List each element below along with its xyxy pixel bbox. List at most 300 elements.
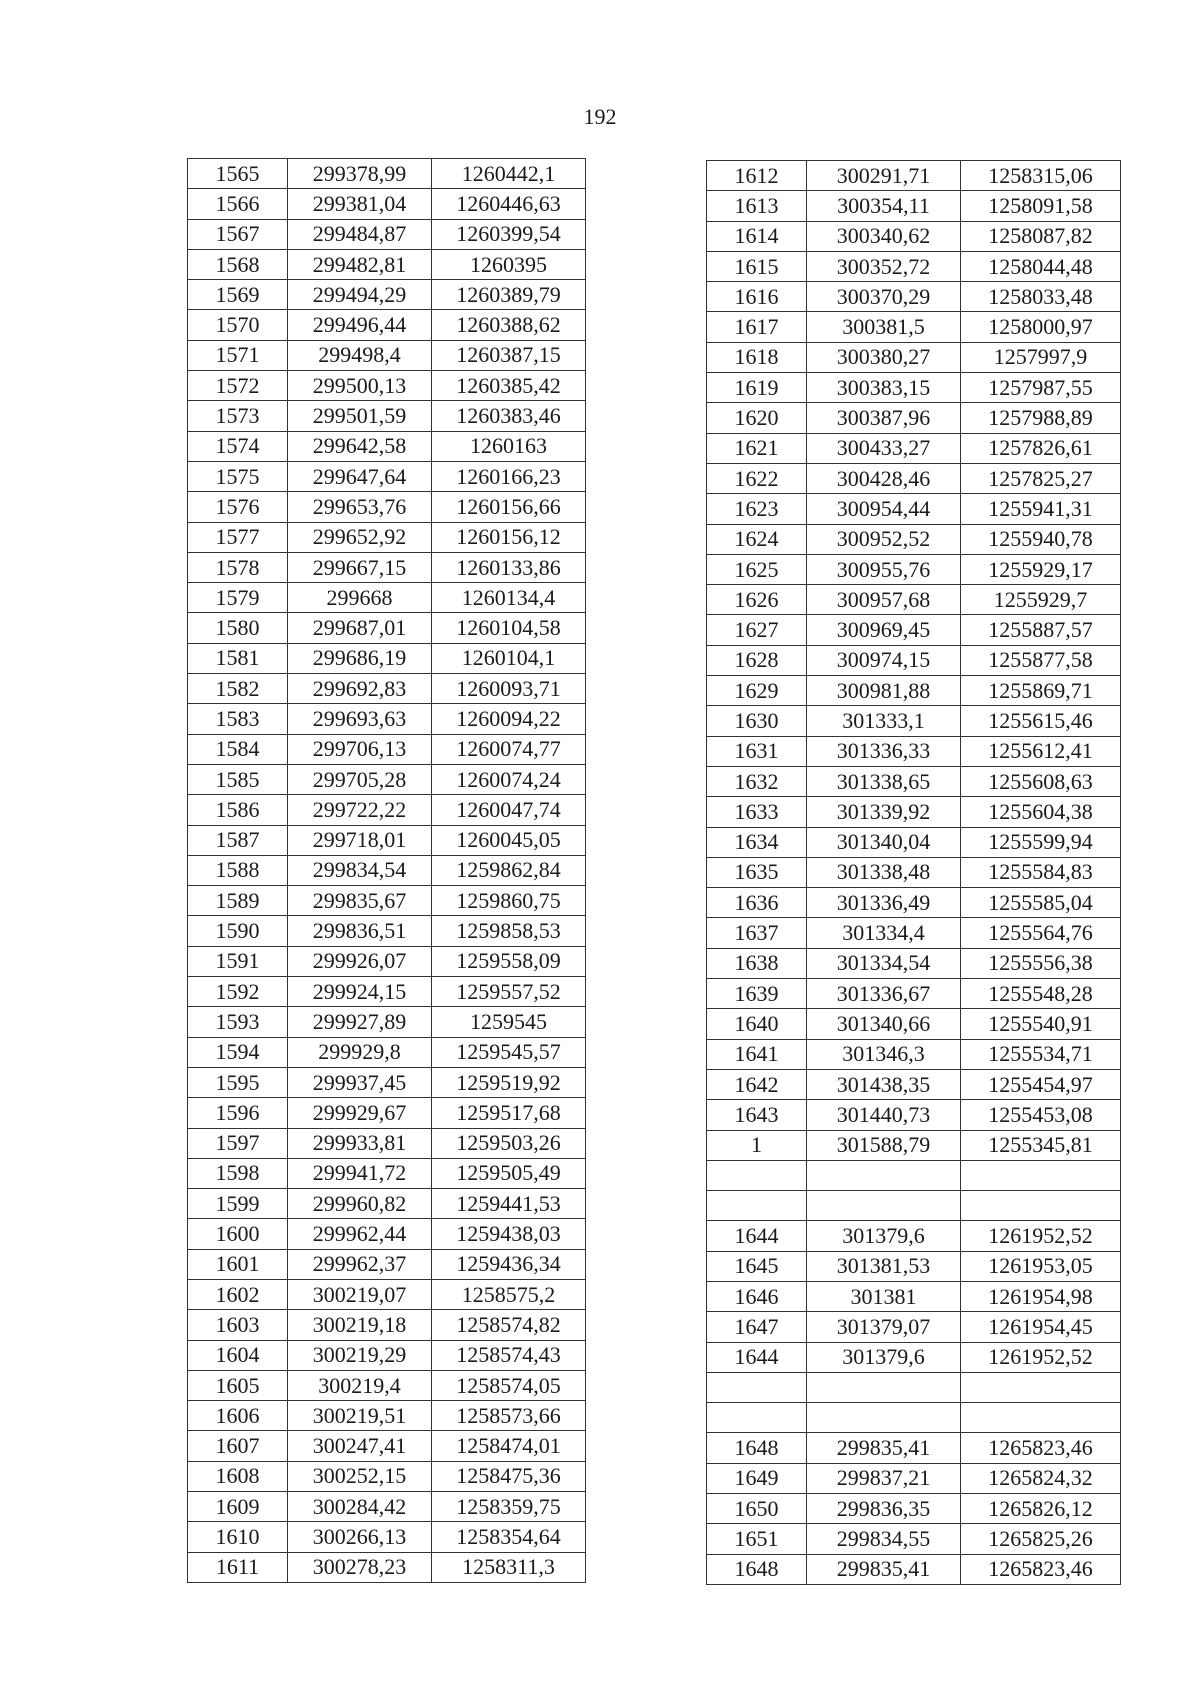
table-row	[707, 433, 1121, 463]
table-row	[707, 1039, 1121, 1069]
point-number-cell: 1587	[188, 825, 288, 855]
y-coordinate-cell: 1258474,01	[432, 1431, 586, 1461]
y-coordinate-cell: 1260395	[432, 249, 586, 279]
table-row	[707, 797, 1121, 827]
point-number-cell: 1593	[188, 1007, 288, 1037]
x-coordinate-cell: 301336,49	[807, 888, 961, 918]
y-coordinate-cell: 1255612,41	[961, 736, 1121, 766]
y-coordinate-cell: 1259519,92	[432, 1067, 586, 1097]
y-coordinate-cell: 1258044,48	[961, 251, 1121, 281]
table-row	[707, 1494, 1121, 1524]
x-coordinate-cell: 299836,35	[807, 1494, 961, 1524]
x-coordinate-cell: 300380,27	[807, 342, 961, 372]
point-number-cell: 1608	[188, 1461, 288, 1491]
y-coordinate-cell: 1260104,58	[432, 613, 586, 643]
y-coordinate-cell: 1260156,66	[432, 492, 586, 522]
right-coordinates-table	[706, 160, 1121, 1585]
y-coordinate-cell: 1257825,27	[961, 463, 1121, 493]
x-coordinate-cell: 301346,3	[807, 1039, 961, 1069]
x-coordinate-cell: 299834,54	[288, 855, 432, 885]
y-coordinate-cell: 1260389,79	[432, 280, 586, 310]
y-coordinate-cell: 1261952,52	[961, 1342, 1121, 1372]
table-row	[707, 766, 1121, 796]
y-coordinate-cell: 1258091,58	[961, 191, 1121, 221]
point-number-cell: 1635	[707, 857, 807, 887]
y-coordinate-cell: 1261954,98	[961, 1281, 1121, 1311]
point-number-cell: 1576	[188, 492, 288, 522]
point-number-cell: 1591	[188, 946, 288, 976]
table-row	[188, 1492, 586, 1522]
y-coordinate-cell: 1255941,31	[961, 494, 1121, 524]
point-number-cell: 1625	[707, 554, 807, 584]
point-number-cell: 1574	[188, 431, 288, 461]
table-row	[707, 1403, 1121, 1433]
y-coordinate-cell: 1260383,46	[432, 401, 586, 431]
x-coordinate-cell: 300954,44	[807, 494, 961, 524]
y-coordinate-cell: 1265823,46	[961, 1554, 1121, 1584]
point-number-cell	[707, 1191, 807, 1221]
table-row	[188, 1340, 586, 1370]
y-coordinate-cell: 1260074,24	[432, 764, 586, 794]
table-row	[707, 1281, 1121, 1311]
point-number-cell: 1637	[707, 918, 807, 948]
point-number-cell: 1606	[188, 1401, 288, 1431]
table-row	[188, 1431, 586, 1461]
point-number-cell: 1634	[707, 827, 807, 857]
y-coordinate-cell: 1261953,05	[961, 1251, 1121, 1281]
point-number-cell: 1644	[707, 1221, 807, 1251]
y-coordinate-cell: 1260104,1	[432, 643, 586, 673]
y-coordinate-cell: 1260388,62	[432, 310, 586, 340]
table-row	[188, 855, 586, 885]
table-row	[188, 189, 586, 219]
point-number-cell: 1611	[188, 1552, 288, 1582]
point-number-cell: 1649	[707, 1463, 807, 1493]
y-coordinate-cell: 1258087,82	[961, 221, 1121, 251]
x-coordinate-cell: 301340,04	[807, 827, 961, 857]
y-coordinate-cell: 1258575,2	[432, 1279, 586, 1309]
x-coordinate-cell: 299692,83	[288, 674, 432, 704]
x-coordinate-cell: 301338,48	[807, 857, 961, 887]
page-number: 192	[583, 104, 617, 129]
table-row	[707, 312, 1121, 342]
table-row	[188, 1310, 586, 1340]
x-coordinate-cell: 299501,59	[288, 401, 432, 431]
y-coordinate-cell: 1260045,05	[432, 825, 586, 855]
x-coordinate-cell: 300266,13	[288, 1522, 432, 1552]
table-row	[707, 524, 1121, 554]
y-coordinate-cell: 1260047,74	[432, 795, 586, 825]
x-coordinate-cell: 299929,8	[288, 1037, 432, 1067]
y-coordinate-cell: 1260385,42	[432, 371, 586, 401]
x-coordinate-cell: 300955,76	[807, 554, 961, 584]
table-row	[188, 401, 586, 431]
point-number-cell: 1569	[188, 280, 288, 310]
point-number-cell: 1582	[188, 674, 288, 704]
table-row	[188, 1128, 586, 1158]
x-coordinate-cell: 300352,72	[807, 251, 961, 281]
x-coordinate-cell: 299705,28	[288, 764, 432, 794]
y-coordinate-cell: 1259860,75	[432, 886, 586, 916]
x-coordinate-cell: 299834,55	[807, 1524, 961, 1554]
point-number-cell: 1614	[707, 221, 807, 251]
point-number-cell: 1651	[707, 1524, 807, 1554]
y-coordinate-cell: 1260399,54	[432, 219, 586, 249]
y-coordinate-cell: 1258573,66	[432, 1401, 586, 1431]
point-number-cell: 1648	[707, 1433, 807, 1463]
table-row	[707, 463, 1121, 493]
x-coordinate-cell	[807, 1160, 961, 1190]
point-number-cell: 1631	[707, 736, 807, 766]
point-number-cell: 1616	[707, 282, 807, 312]
y-coordinate-cell	[961, 1372, 1121, 1402]
x-coordinate-cell: 299500,13	[288, 371, 432, 401]
y-coordinate-cell	[961, 1191, 1121, 1221]
point-number-cell: 1567	[188, 219, 288, 249]
point-number-cell: 1589	[188, 886, 288, 916]
x-coordinate-cell: 300383,15	[807, 373, 961, 403]
x-coordinate-cell: 300219,4	[288, 1370, 432, 1400]
table-row	[188, 825, 586, 855]
point-number-cell: 1599	[188, 1189, 288, 1219]
x-coordinate-cell: 301379,07	[807, 1312, 961, 1342]
point-number-cell: 1609	[188, 1492, 288, 1522]
point-number-cell: 1602	[188, 1279, 288, 1309]
table-row	[188, 886, 586, 916]
point-number-cell: 1577	[188, 522, 288, 552]
y-coordinate-cell: 1265823,46	[961, 1433, 1121, 1463]
x-coordinate-cell: 299496,44	[288, 310, 432, 340]
table-row	[707, 282, 1121, 312]
x-coordinate-cell: 299381,04	[288, 189, 432, 219]
x-coordinate-cell: 301336,33	[807, 736, 961, 766]
x-coordinate-cell: 301379,6	[807, 1342, 961, 1372]
y-coordinate-cell: 1255534,71	[961, 1039, 1121, 1069]
table-row	[188, 1067, 586, 1097]
x-coordinate-cell: 299837,21	[807, 1463, 961, 1493]
table-row	[188, 552, 586, 582]
y-coordinate-cell: 1255604,38	[961, 797, 1121, 827]
table-row	[707, 948, 1121, 978]
y-coordinate-cell: 1255615,46	[961, 706, 1121, 736]
x-coordinate-cell: 300219,18	[288, 1310, 432, 1340]
x-coordinate-cell: 299498,4	[288, 340, 432, 370]
table-row	[707, 251, 1121, 281]
table-row	[707, 585, 1121, 615]
y-coordinate-cell: 1255564,76	[961, 918, 1121, 948]
y-coordinate-cell: 1259545,57	[432, 1037, 586, 1067]
y-coordinate-cell: 1260446,63	[432, 189, 586, 219]
y-coordinate-cell: 1259505,49	[432, 1158, 586, 1188]
point-number-cell: 1580	[188, 613, 288, 643]
table-row	[188, 916, 586, 946]
x-coordinate-cell: 300291,71	[807, 161, 961, 191]
y-coordinate-cell: 1255940,78	[961, 524, 1121, 554]
point-number-cell: 1618	[707, 342, 807, 372]
table-row	[707, 221, 1121, 251]
table-row	[707, 918, 1121, 948]
x-coordinate-cell: 300381,5	[807, 312, 961, 342]
table-row	[707, 1009, 1121, 1039]
table-row	[707, 1312, 1121, 1342]
y-coordinate-cell: 1258574,05	[432, 1370, 586, 1400]
x-coordinate-cell: 299941,72	[288, 1158, 432, 1188]
x-coordinate-cell: 301339,92	[807, 797, 961, 827]
y-coordinate-cell: 1255454,97	[961, 1069, 1121, 1099]
y-coordinate-cell	[961, 1403, 1121, 1433]
table-row	[707, 1100, 1121, 1130]
x-coordinate-cell: 301381,53	[807, 1251, 961, 1281]
y-coordinate-cell: 1255540,91	[961, 1009, 1121, 1039]
point-number-cell: 1595	[188, 1067, 288, 1097]
point-number-cell: 1597	[188, 1128, 288, 1158]
y-coordinate-cell: 1260093,71	[432, 674, 586, 704]
table-row	[188, 643, 586, 673]
y-coordinate-cell: 1255599,94	[961, 827, 1121, 857]
table-row	[188, 1461, 586, 1491]
point-number-cell: 1641	[707, 1039, 807, 1069]
x-coordinate-cell: 299642,58	[288, 431, 432, 461]
point-number-cell: 1594	[188, 1037, 288, 1067]
x-coordinate-cell: 301334,4	[807, 918, 961, 948]
table-row	[188, 764, 586, 794]
x-coordinate-cell: 301588,79	[807, 1130, 961, 1160]
point-number-cell: 1638	[707, 948, 807, 978]
table-row	[707, 736, 1121, 766]
table-row	[707, 676, 1121, 706]
y-coordinate-cell: 1260134,4	[432, 583, 586, 613]
point-number-cell: 1620	[707, 403, 807, 433]
y-coordinate-cell: 1257987,55	[961, 373, 1121, 403]
point-number-cell: 1	[707, 1130, 807, 1160]
y-coordinate-cell: 1258574,43	[432, 1340, 586, 1370]
x-coordinate-cell: 299962,44	[288, 1219, 432, 1249]
table-row	[188, 1158, 586, 1188]
table-row	[188, 1219, 586, 1249]
table-row	[188, 340, 586, 370]
x-coordinate-cell: 300284,42	[288, 1492, 432, 1522]
x-coordinate-cell: 299667,15	[288, 552, 432, 582]
x-coordinate-cell: 299686,19	[288, 643, 432, 673]
table-row	[707, 706, 1121, 736]
point-number-cell: 1588	[188, 855, 288, 885]
x-coordinate-cell: 299494,29	[288, 280, 432, 310]
y-coordinate-cell: 1265826,12	[961, 1494, 1121, 1524]
x-coordinate-cell: 299927,89	[288, 1007, 432, 1037]
y-coordinate-cell: 1260166,23	[432, 461, 586, 491]
point-number-cell	[707, 1372, 807, 1402]
x-coordinate-cell: 300219,29	[288, 1340, 432, 1370]
x-coordinate-cell: 301338,65	[807, 766, 961, 796]
y-coordinate-cell: 1259441,53	[432, 1189, 586, 1219]
y-coordinate-cell: 1259558,09	[432, 946, 586, 976]
x-coordinate-cell: 299647,64	[288, 461, 432, 491]
y-coordinate-cell: 1257988,89	[961, 403, 1121, 433]
table-row	[707, 1554, 1121, 1584]
point-number-cell: 1643	[707, 1100, 807, 1130]
point-number-cell: 1650	[707, 1494, 807, 1524]
x-coordinate-cell	[807, 1403, 961, 1433]
table-row	[188, 219, 586, 249]
table-row	[707, 1251, 1121, 1281]
point-number-cell: 1601	[188, 1249, 288, 1279]
y-coordinate-cell: 1257997,9	[961, 342, 1121, 372]
x-coordinate-cell: 299706,13	[288, 734, 432, 764]
y-coordinate-cell: 1265824,32	[961, 1463, 1121, 1493]
point-number-cell: 1613	[707, 191, 807, 221]
x-coordinate-cell: 300428,46	[807, 463, 961, 493]
x-coordinate-cell: 299962,37	[288, 1249, 432, 1279]
table-row	[188, 704, 586, 734]
table-row	[707, 342, 1121, 372]
x-coordinate-cell: 299835,41	[807, 1554, 961, 1584]
table-row	[707, 1221, 1121, 1251]
point-number-cell: 1617	[707, 312, 807, 342]
y-coordinate-cell: 1259438,03	[432, 1219, 586, 1249]
x-coordinate-cell: 301438,35	[807, 1069, 961, 1099]
y-coordinate-cell: 1260156,12	[432, 522, 586, 552]
point-number-cell: 1612	[707, 161, 807, 191]
point-number-cell: 1583	[188, 704, 288, 734]
table-row	[707, 888, 1121, 918]
y-coordinate-cell: 1255877,58	[961, 645, 1121, 675]
x-coordinate-cell: 299835,41	[807, 1433, 961, 1463]
table-row	[188, 1279, 586, 1309]
x-coordinate-cell: 299693,63	[288, 704, 432, 734]
table-row	[188, 371, 586, 401]
point-number-cell: 1566	[188, 189, 288, 219]
point-number-cell: 1648	[707, 1554, 807, 1584]
y-coordinate-cell: 1255548,28	[961, 979, 1121, 1009]
table-row	[188, 249, 586, 279]
table-row	[707, 1524, 1121, 1554]
x-coordinate-cell: 300969,45	[807, 615, 961, 645]
table-row	[707, 1191, 1121, 1221]
x-coordinate-cell: 301336,67	[807, 979, 961, 1009]
x-coordinate-cell: 299718,01	[288, 825, 432, 855]
x-coordinate-cell: 300354,11	[807, 191, 961, 221]
point-number-cell: 1642	[707, 1069, 807, 1099]
point-number-cell: 1645	[707, 1251, 807, 1281]
table-row	[188, 280, 586, 310]
x-coordinate-cell: 300370,29	[807, 282, 961, 312]
y-coordinate-cell: 1259557,52	[432, 977, 586, 1007]
x-coordinate-cell: 301340,66	[807, 1009, 961, 1039]
point-number-cell: 1578	[188, 552, 288, 582]
y-coordinate-cell: 1255608,63	[961, 766, 1121, 796]
table-row	[707, 645, 1121, 675]
y-coordinate-cell	[961, 1160, 1121, 1190]
table-row	[188, 795, 586, 825]
point-number-cell: 1571	[188, 340, 288, 370]
point-number-cell: 1624	[707, 524, 807, 554]
table-row	[188, 977, 586, 1007]
table-row	[188, 1552, 586, 1582]
table-row	[188, 1098, 586, 1128]
y-coordinate-cell: 1255345,81	[961, 1130, 1121, 1160]
left-coordinates-table	[187, 158, 586, 1583]
table-row	[707, 373, 1121, 403]
x-coordinate-cell: 301379,6	[807, 1221, 961, 1251]
x-coordinate-cell: 299836,51	[288, 916, 432, 946]
y-coordinate-cell: 1260133,86	[432, 552, 586, 582]
y-coordinate-cell: 1255929,7	[961, 585, 1121, 615]
x-coordinate-cell: 299668	[288, 583, 432, 613]
table-row	[188, 674, 586, 704]
x-coordinate-cell: 299722,22	[288, 795, 432, 825]
y-coordinate-cell: 1260074,77	[432, 734, 586, 764]
table-row	[188, 310, 586, 340]
table-row	[188, 1037, 586, 1067]
table-row	[188, 461, 586, 491]
point-number-cell: 1633	[707, 797, 807, 827]
point-number-cell: 1640	[707, 1009, 807, 1039]
x-coordinate-cell: 300247,41	[288, 1431, 432, 1461]
x-coordinate-cell: 299924,15	[288, 977, 432, 1007]
table-row	[707, 857, 1121, 887]
x-coordinate-cell: 301334,54	[807, 948, 961, 978]
x-coordinate-cell: 300952,52	[807, 524, 961, 554]
x-coordinate-cell: 300252,15	[288, 1461, 432, 1491]
x-coordinate-cell	[807, 1372, 961, 1402]
x-coordinate-cell: 299652,92	[288, 522, 432, 552]
point-number-cell: 1604	[188, 1340, 288, 1370]
y-coordinate-cell: 1257826,61	[961, 433, 1121, 463]
table-row	[188, 1189, 586, 1219]
table-row	[707, 161, 1121, 191]
x-coordinate-cell: 299933,81	[288, 1128, 432, 1158]
x-coordinate-cell: 300219,07	[288, 1279, 432, 1309]
point-number-cell: 1628	[707, 645, 807, 675]
point-number-cell: 1590	[188, 916, 288, 946]
table-row	[188, 1522, 586, 1552]
table-row	[707, 191, 1121, 221]
x-coordinate-cell: 300433,27	[807, 433, 961, 463]
point-number-cell	[707, 1403, 807, 1433]
y-coordinate-cell: 1255887,57	[961, 615, 1121, 645]
x-coordinate-cell: 299926,07	[288, 946, 432, 976]
table-row	[188, 1401, 586, 1431]
point-number-cell	[707, 1160, 807, 1190]
y-coordinate-cell: 1255453,08	[961, 1100, 1121, 1130]
table-row	[707, 1372, 1121, 1402]
point-number-cell: 1584	[188, 734, 288, 764]
table-row	[188, 946, 586, 976]
y-coordinate-cell: 1255869,71	[961, 676, 1121, 706]
y-coordinate-cell: 1261952,52	[961, 1221, 1121, 1251]
point-number-cell: 1646	[707, 1281, 807, 1311]
table-row	[188, 613, 586, 643]
point-number-cell: 1585	[188, 764, 288, 794]
x-coordinate-cell: 299378,99	[288, 159, 432, 189]
y-coordinate-cell: 1260094,22	[432, 704, 586, 734]
point-number-cell: 1573	[188, 401, 288, 431]
y-coordinate-cell: 1258354,64	[432, 1522, 586, 1552]
y-coordinate-cell: 1258475,36	[432, 1461, 586, 1491]
x-coordinate-cell: 299960,82	[288, 1189, 432, 1219]
point-number-cell: 1621	[707, 433, 807, 463]
point-number-cell: 1596	[188, 1098, 288, 1128]
x-coordinate-cell: 300219,51	[288, 1401, 432, 1431]
table-row	[707, 1069, 1121, 1099]
y-coordinate-cell: 1255556,38	[961, 948, 1121, 978]
x-coordinate-cell: 300387,96	[807, 403, 961, 433]
point-number-cell: 1619	[707, 373, 807, 403]
x-coordinate-cell: 300278,23	[288, 1552, 432, 1582]
y-coordinate-cell: 1258311,3	[432, 1552, 586, 1582]
y-coordinate-cell: 1260163	[432, 431, 586, 461]
table-row	[707, 1160, 1121, 1190]
